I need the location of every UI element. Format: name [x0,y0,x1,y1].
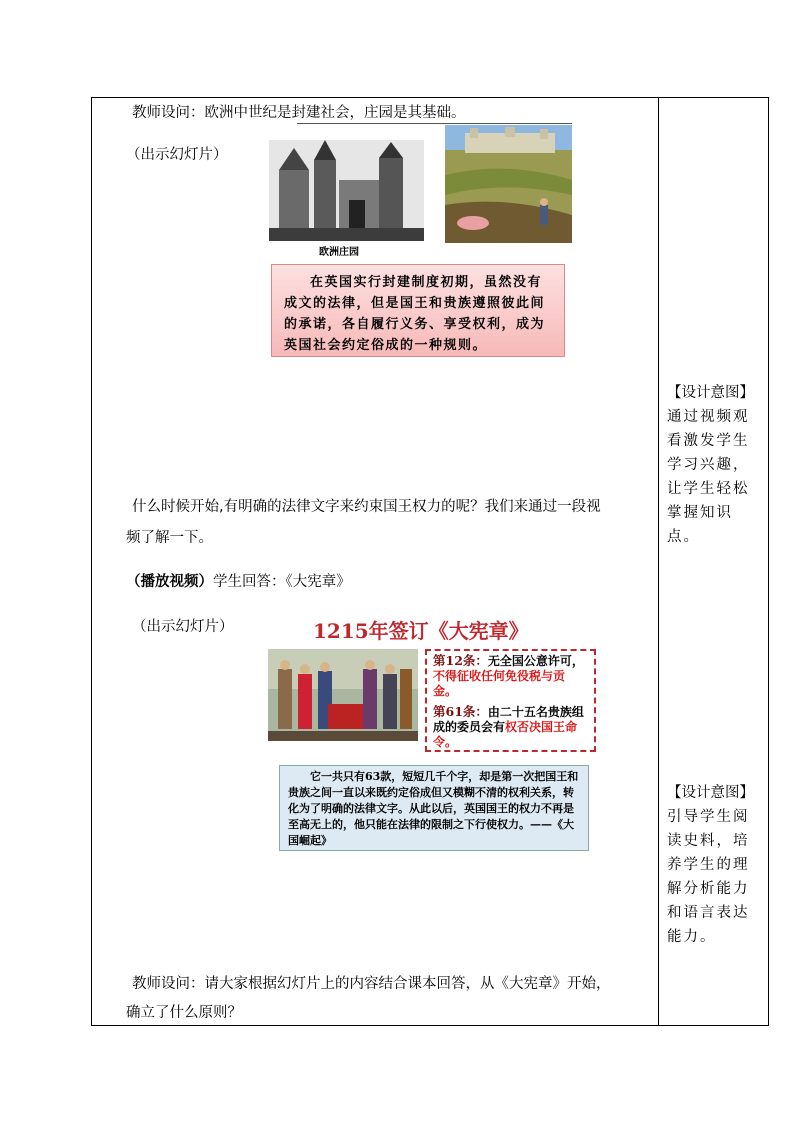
quote-box-pink [271,264,565,357]
article-12-highlight: 不得征收任何免役税与贡金。 [433,669,566,698]
column-divider [658,98,659,1025]
underline [297,123,572,124]
castle-photo [269,140,424,241]
question-2-line1: 什么时候开始,有明确的法律文字来约束国王权力的呢？我们来通过一段视 [132,499,601,515]
question-3-line1: 教师设问：请大家根据幻灯片上的内容结合课本回答，从《大宪章》开始， [132,976,611,992]
teacher-question-1: 教师设问：欧洲中世纪是封建社会，庄园是其基础。 [132,105,466,121]
student-answer: 学生回答：《大宪章》 [213,574,351,590]
question-3-line2: 确立了什么原则？ [126,1005,242,1021]
design-intent-title-1: 【设计意图】 [667,385,754,401]
signing-scene-icon [268,649,418,741]
article-61-label: 第61条： [433,704,488,719]
lesson-table [91,97,769,1026]
slide-label-1: （出示幻灯片） [126,147,228,163]
articles-box [425,649,596,752]
blue-quote-text: 它一共只有63款，短短几千个字，却是第一次把国王和贵族之间一直以来既约定俗成但又模糊不清的权利关系，转化为了明确的法律文字。从此以后，英国国王的权力不再是至高无上的，他只能在法律的限制之下行使权力。——《大国崛起》 [288,770,579,847]
video-label: （播放视频） [126,574,213,590]
question-2-line2: 频了解一下。 [126,530,213,546]
article-61-highlight: 权否决国王命令。 [433,720,578,749]
magna-carta-painting [268,649,418,741]
article-12-label: 第12条： [433,653,488,668]
castle-icon [269,140,424,241]
pink-quote-text: 在英国实行封建制度初期，虽然没有成文的法律，但是国王和贵族遵照彼此间的承诺，各自履行义务、享受权利，成为英国社会约定俗成的一种规则。 [284,275,546,353]
design-intent-text-2: 引导学生阅读史料，培养学生的理解分析能力和语言表达能力。 [667,809,750,945]
manor-painting [445,125,572,243]
article-61-text: 由二十五名贵族组成的委员会有 [433,705,584,734]
photo-caption: 欧洲庄园 [319,247,359,258]
slide-label-2: （出示幻灯片） [132,619,234,635]
design-intent-text-1: 通过视频观看激发学生学习兴趣，让学生轻松掌握知识点。 [667,409,750,545]
slide-title: 1215年签订《大宪章》 [313,619,529,643]
manor-icon [445,125,572,243]
article-12-text: 无全国公意许可， [487,654,584,668]
quote-box-blue [279,765,589,851]
design-intent-title-2: 【设计意图】 [667,785,754,801]
